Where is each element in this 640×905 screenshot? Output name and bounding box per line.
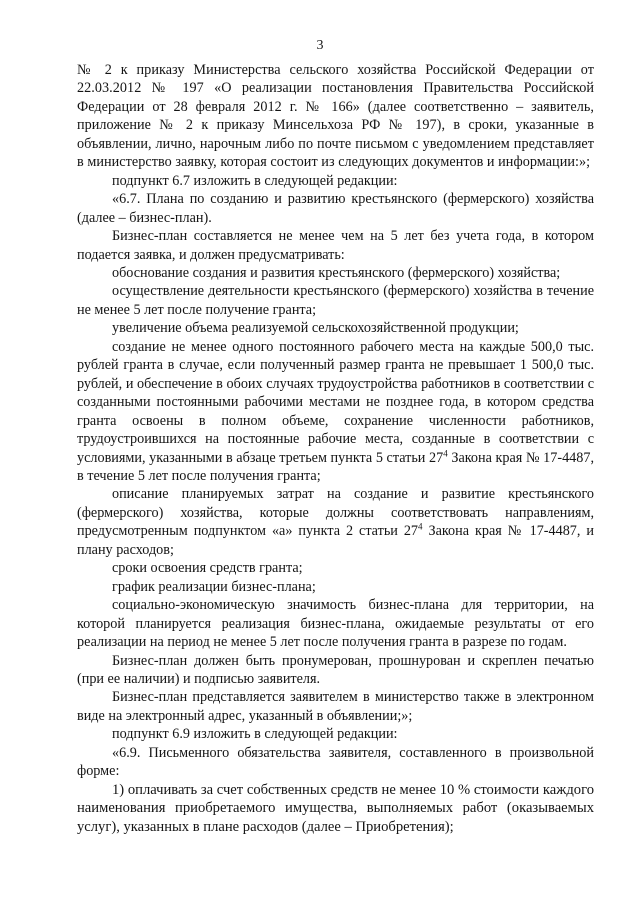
paragraph: № 2 к приказу Министерства сельского хозяйства Российской Федерации от 22.03.2012 № 197 «О реализации постановления Правительства Российской Федерации от 28 февраля 2012 г. № 166» (далее соответственно – заявитель, приложение № 2 к приказу Минсельхоза РФ № 197), в сроки, указанные в объявлении, лично, нарочным либо по почте письмом с уведомлением представляет в министерство заявку, которая состоит из следующих документов и информации:»; <box>77 62 594 171</box>
page-number: 3 <box>316 38 324 53</box>
paragraph: «6.9. Письменного обязательства заявителя, составленного в произвольной форме: <box>77 744 594 780</box>
paragraph: Бизнес-план составляется не менее чем на 5 лет без учета года, в котором подается заявка, и должен предусматривать: <box>77 228 594 263</box>
paragraph <box>77 485 594 559</box>
paragraph: обоснование создания и развития крестьянского (фермерского) хозяйства; <box>112 264 561 281</box>
paragraph-text: создание не менее одного постоянного рабочего места на каждые 500,0 тыс. рублей гранта в случае, если полученный размер гранта не превышает 1 500,0 тыс. рублей, и обеспечение в обоих случаях трудоустройства работников в соответствии с созданными постоянными рабочими местами не позднее года, в котором средства гранта освоены в полном объеме, сохранение численности работников, трудоустроившихся на постоянные рабочие места, созданные в соответствии с условиями, указанными в абзаце третьем пункта 5 статьи 27 <box>77 338 594 466</box>
superscript: 4 <box>418 521 423 532</box>
paragraph-text: описание планируемых затрат на создание и развитие крестьянского (фермерского) хозяйства, которые должны соответствовать направлениям, предусмотренным подпунктом «а» пункта 2 статьи 27 <box>77 486 594 540</box>
paragraph: подпункт 6.9 изложить в следующей редакции: <box>112 726 398 743</box>
paragraph: Бизнес-план должен быть пронумерован, прошнурован и скреплен печатью (при ее наличии) и подписью заявителя. <box>77 652 594 687</box>
paragraph-text: Закона края № 17-4487, и плану расходов; <box>77 523 594 558</box>
paragraph: график реализации бизнес-плана; <box>112 578 316 595</box>
paragraph-text: Закона края № 17-4487, в течение 5 лет после получения гранта; <box>77 449 594 484</box>
paragraph: социально-экономическую значимость бизнес-плана для территории, на которой планируется реализация бизнес-плана, ожидаемые результаты от его реализации на период не менее 5 лет после получения гранта в разрезе по годам. <box>77 597 594 651</box>
paragraph: осуществление деятельности крестьянского (фермерского) хозяйства в течение не менее 5 лет после получение гранта; <box>77 283 594 318</box>
paragraph <box>77 338 594 486</box>
paragraph: подпункт 6.7 изложить в следующей редакции: <box>112 172 398 189</box>
document-body <box>77 61 594 836</box>
paragraph: «6.7. Плана по созданию и развитию крестьянского (фермерского) хозяйства (далее – бизнес-план). <box>77 191 594 226</box>
paragraph: Бизнес-план представляется заявителем в министерство также в электронном виде на электронный адрес, указанный в объявлении;»; <box>77 689 594 724</box>
superscript: 4 <box>443 447 448 458</box>
paragraph: сроки освоения средств гранта; <box>112 560 303 577</box>
paragraph: увеличение объема реализуемой сельскохозяйственной продукции; <box>112 320 519 337</box>
paragraph: 1) оплачивать за счет собственных средств не менее 10 % стоимости каждого наименования приобретаемого имущества, выполняемых работ (оказываемых услуг), указанных в плане расходов (далее – Приобретения); <box>77 781 594 835</box>
